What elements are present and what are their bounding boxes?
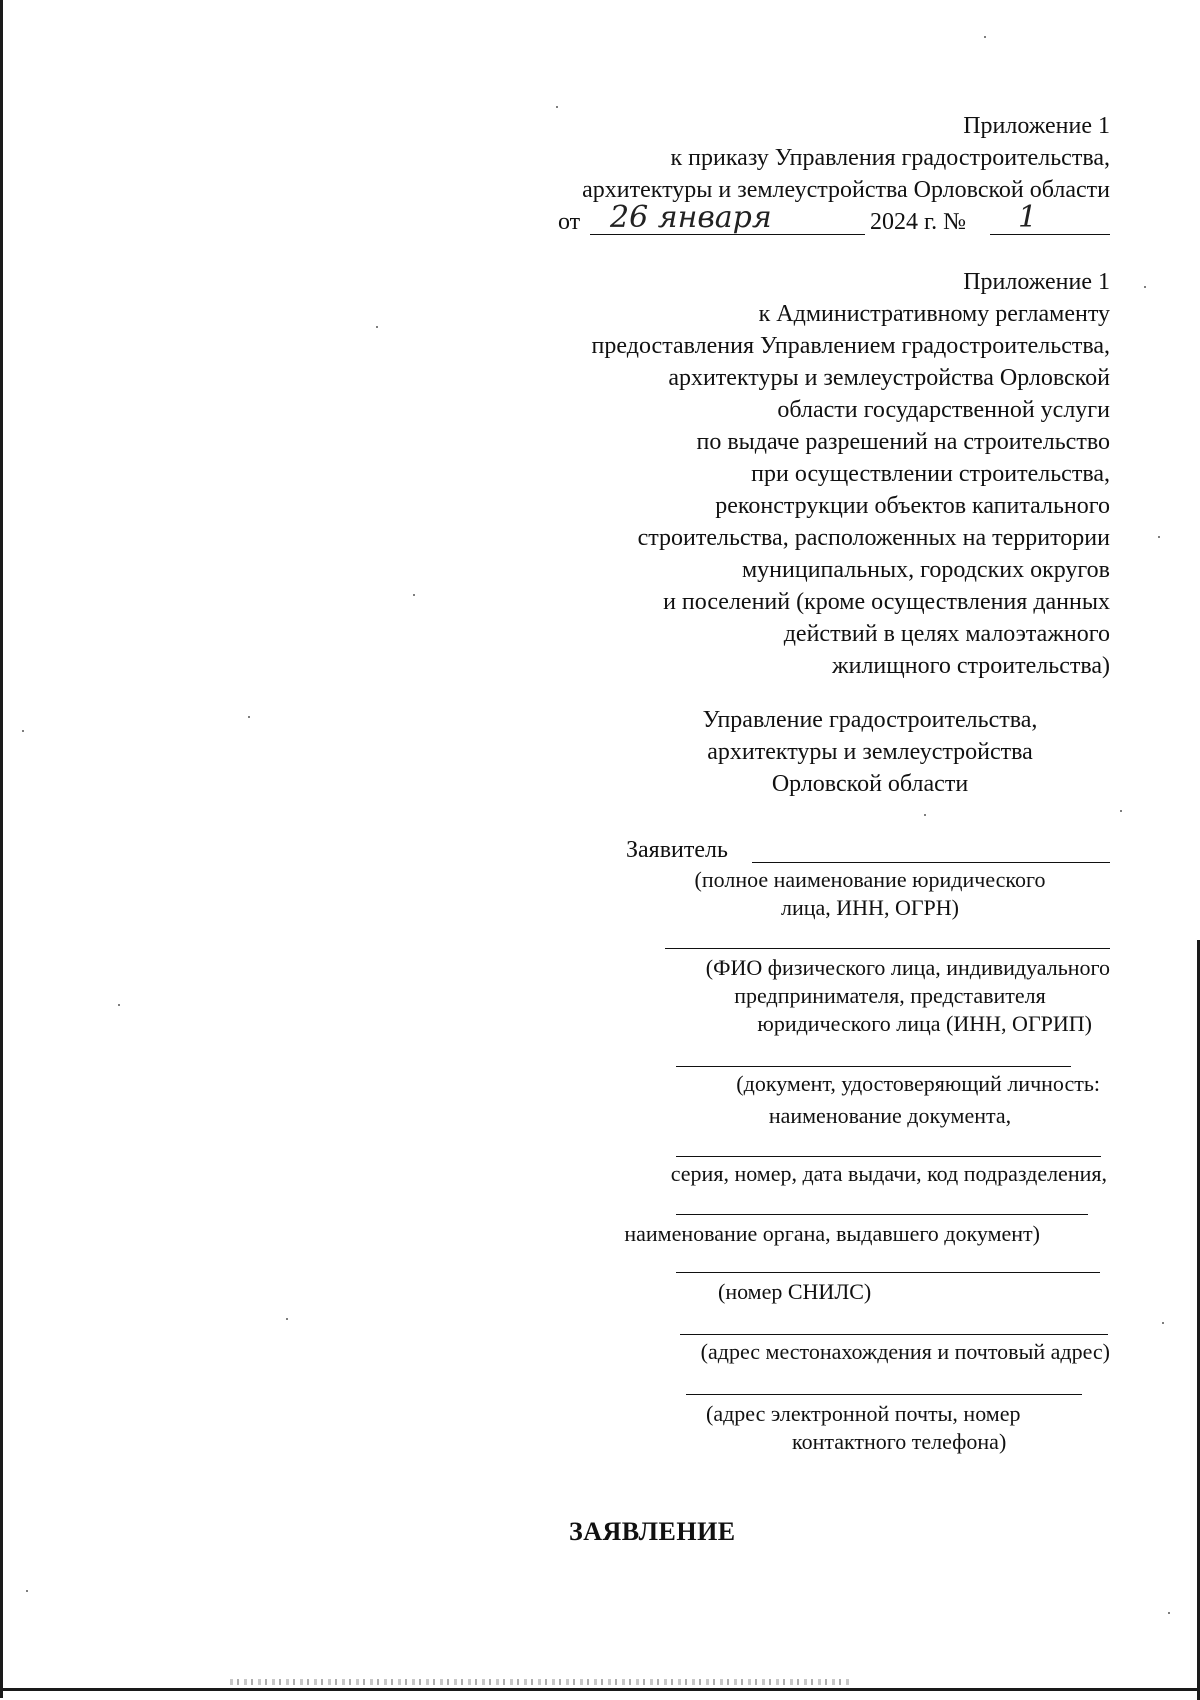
scan-border-left	[0, 0, 3, 1698]
field-caption: (полное наименование юридического	[694, 867, 1046, 892]
scan-speck	[376, 326, 378, 328]
snils-field[interactable]	[676, 1272, 1100, 1273]
regulation-line: области государственной услуги	[777, 397, 1110, 423]
issuing-authority-field[interactable]	[676, 1214, 1088, 1215]
regulation-line: и поселений (кроме осуществления данных	[663, 589, 1110, 615]
regulation-line: к Административному регламенту	[758, 301, 1110, 327]
scan-speck	[1144, 286, 1146, 288]
regulation-line: муниципальных, городских округов	[741, 557, 1110, 583]
document-title: ЗАЯВЛЕНИЕ	[569, 1517, 736, 1546]
addressee-line: Управление градостроительства,	[702, 707, 1038, 733]
scan-speck	[924, 814, 926, 816]
field-caption: (документ, удостоверяющий личность:	[736, 1071, 1100, 1096]
field-caption: контактного телефона)	[792, 1429, 1007, 1454]
regulation-line: жилищного строительства)	[832, 653, 1110, 679]
applicant-name-field[interactable]	[752, 862, 1110, 863]
scan-speck	[1168, 1612, 1170, 1614]
appendix-title: Приложение 1	[963, 113, 1110, 139]
postal-address-field[interactable]	[680, 1334, 1108, 1335]
order-reference-line: к приказу Управления градостроительства,	[670, 145, 1110, 171]
scan-speck	[984, 36, 986, 38]
regulation-line: архитектуры и землеустройства Орловской	[668, 365, 1110, 391]
scan-border-bottom	[0, 1688, 1200, 1691]
field-caption: юридического лица (ИНН, ОГРИП)	[757, 1011, 1092, 1036]
field-caption: наименование органа, выдавшего документ)	[624, 1221, 1040, 1246]
scan-speck	[286, 1318, 288, 1320]
handwritten-date: 26 января	[610, 200, 772, 235]
scan-speck	[248, 716, 250, 718]
regulation-line: строительства, расположенных на территории	[637, 525, 1110, 551]
handwritten-number: 1	[1018, 200, 1038, 235]
field-caption: лица, ИНН, ОГРН)	[780, 895, 959, 920]
order-reference-line: архитектуры и землеустройства Орловской области	[582, 177, 1110, 203]
field-caption: (номер СНИЛС)	[718, 1279, 872, 1304]
field-caption: (адрес электронной почты, номер	[706, 1401, 1021, 1426]
scan-speck	[26, 1590, 28, 1592]
contact-field[interactable]	[686, 1394, 1082, 1395]
scan-speck	[1120, 810, 1122, 812]
regulation-line: предоставления Управлением градостроительства,	[591, 333, 1110, 359]
field-caption: (адрес местонахождения и почтовый адрес)	[700, 1339, 1110, 1364]
scan-speck	[118, 1004, 120, 1006]
field-caption: (ФИО физического лица, индивидуального	[705, 955, 1110, 980]
regulation-line: Приложение 1	[963, 269, 1110, 295]
field-caption: серия, номер, дата выдачи, код подразделения,	[670, 1161, 1107, 1186]
scan-speck	[556, 106, 558, 108]
number-underline	[990, 234, 1110, 235]
field-caption: наименование документа,	[768, 1103, 1012, 1128]
scan-smudge	[230, 1679, 850, 1685]
field-caption: предпринимателя, представителя	[734, 983, 1046, 1008]
year-number-label: 2024 г. №	[870, 209, 967, 235]
regulation-line: по выдаче разрешений на строительство	[696, 429, 1110, 455]
document-series-field[interactable]	[676, 1156, 1101, 1157]
date-prefix: от	[558, 209, 581, 235]
scan-speck	[1158, 536, 1160, 538]
applicant-label: Заявитель	[626, 837, 728, 863]
scan-speck	[413, 594, 415, 596]
regulation-line: реконструкции объектов капитального	[715, 493, 1110, 519]
scan-speck	[22, 730, 24, 732]
regulation-line: действий в целях малоэтажного	[783, 621, 1110, 647]
identity-document-field[interactable]	[676, 1066, 1071, 1067]
scan-speck	[1162, 1322, 1164, 1324]
addressee-line: архитектуры и землеустройства	[707, 739, 1033, 765]
applicant-person-field[interactable]	[665, 948, 1110, 949]
regulation-line: при осуществлении строительства,	[751, 461, 1110, 487]
addressee-line: Орловской области	[771, 771, 969, 797]
